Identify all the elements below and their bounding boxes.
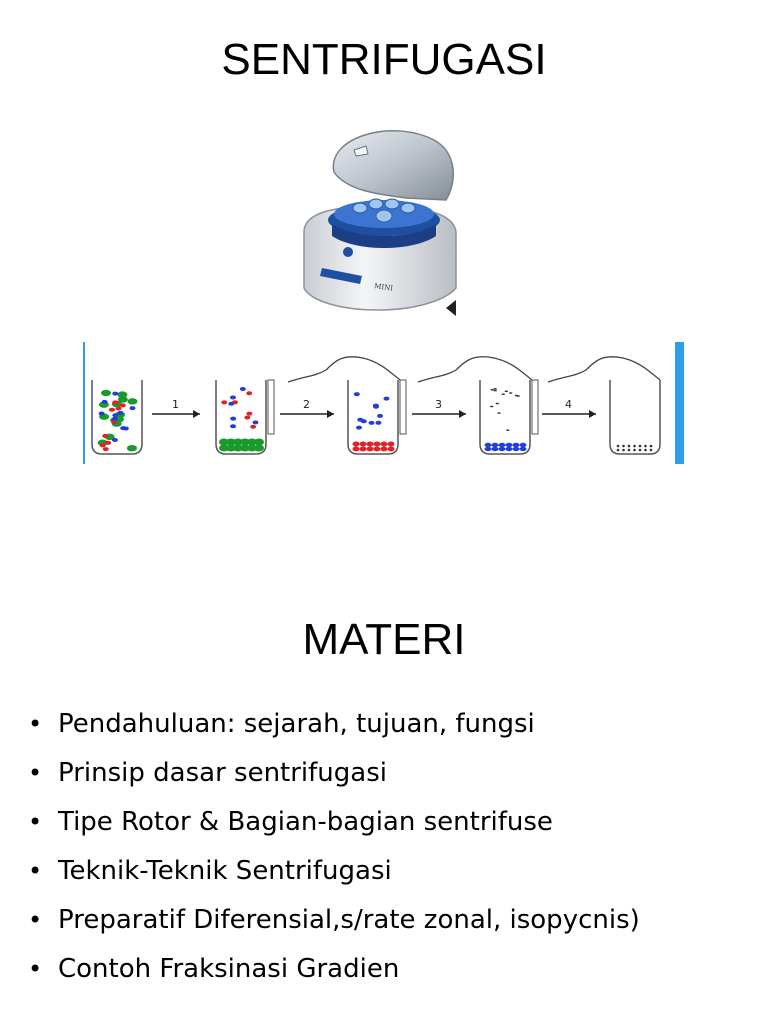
- blue-particle: [129, 406, 135, 410]
- list-item: [28, 749, 640, 798]
- red-pellet: [381, 442, 388, 447]
- green-particle: [118, 396, 128, 402]
- slide-title-sentrifugasi: SENTRIFUGASI: [221, 35, 547, 84]
- red-particle: [109, 408, 115, 412]
- blue-particle: [112, 413, 118, 417]
- small-particle: [505, 391, 508, 392]
- blue-particle: [354, 392, 360, 396]
- particle: [230, 424, 236, 428]
- step-number-label: 2: [303, 398, 310, 411]
- fine-pellet: [639, 445, 642, 448]
- fine-pellet: [617, 449, 620, 452]
- red-pellet: [353, 442, 360, 447]
- particle: [244, 415, 250, 419]
- red-particle: [102, 434, 108, 438]
- step-number-label: 3: [435, 398, 442, 411]
- small-particle: [491, 389, 494, 390]
- red-particle: [105, 441, 111, 445]
- supernatant-lid: [532, 380, 538, 434]
- blue-pellet: [485, 443, 492, 447]
- blue-pellet: [492, 443, 499, 447]
- fine-pellet: [622, 445, 625, 448]
- small-particle: [496, 403, 499, 404]
- blue-particle: [99, 412, 105, 416]
- red-pellet: [367, 442, 374, 447]
- small-particle: [490, 406, 493, 407]
- bullet-text: Prinsip dasar sentrifugasi: [58, 758, 387, 788]
- red-pellet: [381, 447, 388, 452]
- transfer-curve: [418, 357, 532, 382]
- arrow-head: [589, 410, 596, 418]
- arrow-head: [327, 410, 334, 418]
- blue-pellet: [485, 447, 492, 451]
- centrifuge-label: MINI: [373, 282, 394, 293]
- blue-pellet: [499, 443, 506, 447]
- red-particle: [111, 420, 117, 424]
- blue-particle: [112, 417, 118, 421]
- fine-pellet: [617, 445, 620, 448]
- bullet-icon: •: [28, 906, 43, 934]
- blue-particle: [120, 426, 126, 430]
- centrifuge-image: [296, 120, 466, 316]
- blue-particle: [112, 392, 118, 396]
- transfer-curve: [288, 357, 400, 382]
- blue-particle: [118, 411, 124, 415]
- particle: [253, 420, 259, 424]
- accent-bar-left: [83, 342, 85, 464]
- bullet-text: Contoh Fraksinasi Gradien: [58, 954, 400, 984]
- green-pellet: [254, 445, 264, 452]
- particle: [230, 417, 236, 421]
- red-pellet: [367, 447, 374, 452]
- bullet-icon: •: [28, 857, 43, 885]
- blue-particle: [102, 400, 108, 404]
- test-tube: [610, 380, 660, 454]
- blue-particle: [373, 405, 379, 409]
- transfer-curve: [548, 357, 660, 382]
- red-pellet: [353, 447, 360, 452]
- blue-particle: [375, 421, 381, 425]
- blue-pellet: [506, 443, 513, 447]
- step-number-label: 1: [172, 398, 179, 411]
- step-number-label: 4: [565, 398, 572, 411]
- bullet-icon: •: [28, 808, 43, 836]
- red-particle: [113, 401, 119, 405]
- red-pellet: [388, 447, 395, 452]
- blue-pellet: [520, 447, 527, 451]
- blue-pellet: [492, 447, 499, 451]
- bullet-text: Teknik-Teknik Sentrifugasi: [58, 856, 392, 886]
- fine-pellet: [628, 445, 631, 448]
- red-pellet: [360, 447, 367, 452]
- fine-pellet: [650, 449, 653, 452]
- red-pellet: [374, 442, 381, 447]
- blue-particle: [383, 397, 389, 401]
- particle: [230, 395, 236, 399]
- particle: [221, 400, 227, 404]
- red-particle: [103, 447, 109, 451]
- blue-particle: [112, 438, 118, 442]
- red-pellet: [388, 442, 395, 447]
- red-particle: [120, 403, 126, 407]
- arrow-head: [193, 410, 200, 418]
- blue-particle: [377, 414, 383, 418]
- materi-bullet-list: [28, 700, 640, 994]
- blue-pellet: [499, 447, 506, 451]
- accent-bar-right: [675, 342, 684, 464]
- fine-pellet: [633, 445, 636, 448]
- fine-pellet: [650, 445, 653, 448]
- small-particle: [515, 395, 518, 396]
- list-item: [28, 945, 640, 994]
- red-pellet: [374, 447, 381, 452]
- small-particle: [506, 430, 509, 431]
- green-pellet: [254, 439, 264, 446]
- blue-pellet: [513, 447, 520, 451]
- fine-pellet: [644, 449, 647, 452]
- blue-particle: [361, 419, 367, 423]
- arrow-head: [459, 410, 466, 418]
- fine-pellet: [644, 445, 647, 448]
- blue-particle: [356, 426, 362, 430]
- supernatant-lid: [268, 380, 274, 434]
- list-item: [28, 798, 640, 847]
- red-particle: [100, 443, 106, 447]
- particle: [246, 412, 252, 416]
- list-item: [28, 847, 640, 896]
- blue-particle: [369, 421, 375, 425]
- small-particle: [494, 388, 497, 389]
- red-particle: [116, 406, 122, 410]
- red-pellet: [360, 442, 367, 447]
- particle: [228, 402, 234, 406]
- particle: [240, 387, 246, 391]
- green-particle: [101, 390, 111, 396]
- list-item: [28, 896, 640, 945]
- bullet-icon: •: [28, 710, 43, 738]
- slide-title-materi: MATERI: [302, 615, 466, 664]
- green-particle: [127, 445, 137, 451]
- differential-centrifugation-diagram: [80, 336, 688, 468]
- particle: [246, 391, 252, 395]
- fine-pellet: [628, 449, 631, 452]
- fine-pellet: [633, 449, 636, 452]
- small-particle: [502, 393, 505, 394]
- blue-pellet: [520, 443, 527, 447]
- fine-pellet: [622, 449, 625, 452]
- supernatant-lid: [400, 380, 406, 434]
- small-particle: [498, 412, 501, 413]
- blue-pellet: [513, 443, 520, 447]
- bullet-icon: •: [28, 955, 43, 983]
- green-particle: [127, 398, 137, 404]
- bullet-text: Tipe Rotor & Bagian-bagian sentrifuse: [58, 807, 553, 837]
- small-particle: [509, 392, 512, 393]
- bullet-text: Preparatif Diferensial,s/rate zonal, isopycnis): [58, 905, 640, 935]
- list-item: [28, 700, 640, 749]
- small-particle: [494, 390, 497, 391]
- particle: [250, 425, 256, 429]
- bullet-icon: •: [28, 759, 43, 787]
- bullet-text: Pendahuluan: sejarah, tujuan, fungsi: [58, 709, 535, 739]
- blue-pellet: [506, 447, 513, 451]
- fine-pellet: [639, 449, 642, 452]
